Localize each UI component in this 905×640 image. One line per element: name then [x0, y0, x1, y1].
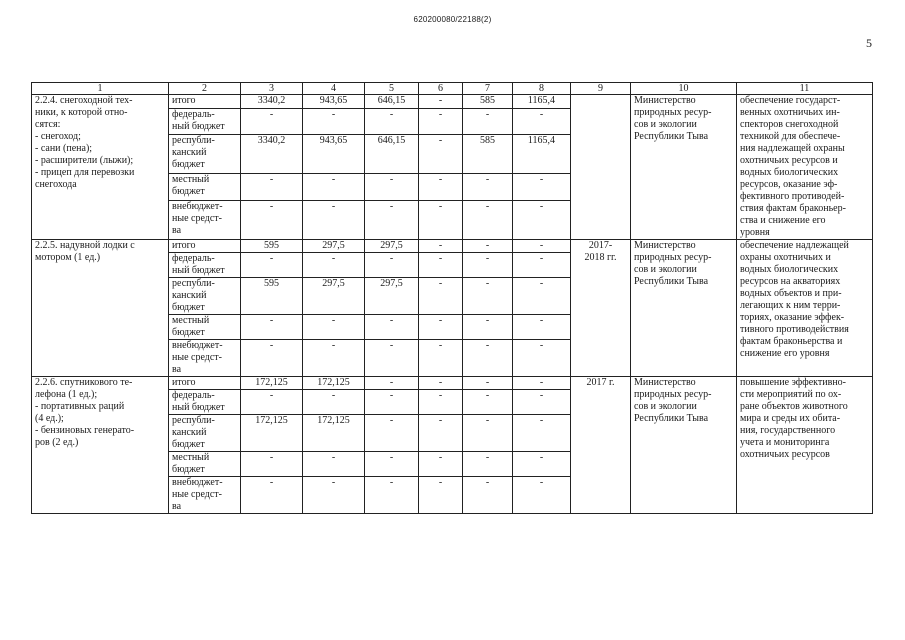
amount-cell: -: [303, 200, 365, 239]
amount-cell: -: [303, 174, 365, 200]
amount-cell: -: [463, 200, 513, 239]
funding-source-cell: местный бюджет: [169, 315, 241, 340]
executor-cell: Министерство природных ресур- сов и экологии Республики Тыва: [631, 95, 737, 240]
amount-cell: -: [513, 108, 571, 134]
amount-cell: -: [513, 253, 571, 278]
amount-cell: 1165,4: [513, 135, 571, 174]
amount-cell: -: [463, 174, 513, 200]
amount-cell: -: [463, 315, 513, 340]
amount-cell: -: [365, 377, 419, 390]
amount-cell: 1165,4: [513, 95, 571, 109]
amount-cell: 646,15: [365, 135, 419, 174]
amount-cell: -: [419, 340, 463, 377]
program-table: [31, 82, 873, 514]
amount-cell: 585: [463, 95, 513, 109]
amount-cell: -: [241, 390, 303, 415]
amount-cell: -: [419, 95, 463, 109]
amount-cell: -: [463, 108, 513, 134]
amount-cell: 172,125: [303, 377, 365, 390]
amount-cell: -: [513, 390, 571, 415]
amount-cell: -: [303, 390, 365, 415]
amount-cell: -: [463, 340, 513, 377]
amount-cell: 943,65: [303, 95, 365, 109]
amount-cell: -: [419, 315, 463, 340]
period-cell: [571, 95, 631, 240]
amount-cell: -: [241, 340, 303, 377]
amount-cell: 172,125: [241, 377, 303, 390]
funding-source-cell: итого: [169, 377, 241, 390]
amount-cell: -: [241, 253, 303, 278]
column-number: 9: [571, 83, 631, 95]
amount-cell: -: [241, 200, 303, 239]
amount-cell: 297,5: [303, 278, 365, 315]
funding-source-cell: республи- канский бюджет: [169, 278, 241, 315]
amount-cell: 172,125: [241, 415, 303, 452]
amount-cell: -: [303, 253, 365, 278]
column-number: 4: [303, 83, 365, 95]
amount-cell: -: [303, 340, 365, 377]
page-number: 5: [866, 36, 872, 50]
funding-source-cell: федераль- ный бюджет: [169, 253, 241, 278]
column-number-row: [32, 83, 873, 95]
funding-source-cell: федераль- ный бюджет: [169, 108, 241, 134]
amount-cell: -: [303, 452, 365, 477]
amount-cell: -: [513, 174, 571, 200]
period-cell: 2017- 2018 гг.: [571, 240, 631, 377]
amount-cell: -: [513, 452, 571, 477]
amount-cell: -: [419, 278, 463, 315]
amount-cell: -: [365, 200, 419, 239]
amount-cell: -: [513, 278, 571, 315]
funding-source-cell: местный бюджет: [169, 174, 241, 200]
funding-source-cell: федераль- ный бюджет: [169, 390, 241, 415]
funding-source-cell: итого: [169, 95, 241, 109]
amount-cell: 646,15: [365, 95, 419, 109]
amount-cell: -: [513, 240, 571, 253]
amount-cell: -: [463, 278, 513, 315]
amount-cell: -: [241, 315, 303, 340]
amount-cell: -: [463, 477, 513, 514]
amount-cell: -: [463, 253, 513, 278]
amount-cell: -: [463, 415, 513, 452]
amount-cell: -: [303, 315, 365, 340]
period-cell: 2017 г.: [571, 377, 631, 514]
column-number: 8: [513, 83, 571, 95]
amount-cell: -: [365, 253, 419, 278]
amount-cell: -: [463, 377, 513, 390]
amount-cell: 297,5: [303, 240, 365, 253]
amount-cell: -: [365, 390, 419, 415]
expected-result-cell: обеспечение государст- венных охотничьих ин- спекторов снегоходной техникой для обеспече- ния надлежащей охраны охотничьих ресурсов и водных биологических ресурсов, оказание эф- фективного противодей- ствия фактам браконьер- ства и снижение его уровня: [737, 95, 873, 240]
amount-cell: 172,125: [303, 415, 365, 452]
amount-cell: -: [419, 108, 463, 134]
funding-source-cell: республи- канский бюджет: [169, 135, 241, 174]
amount-cell: -: [419, 452, 463, 477]
funding-source-cell: итого: [169, 240, 241, 253]
amount-cell: -: [419, 174, 463, 200]
expected-result-cell: обеспечение надлежащей охраны охотничьих и водных биологических ресурсов на акваториях водных объектов и при- легающих к ним терри- ториях, оказание эффек- тивного противодействия фактам браконьерства и снижение его уровня: [737, 240, 873, 377]
amount-cell: -: [365, 174, 419, 200]
amount-cell: -: [365, 108, 419, 134]
amount-cell: -: [365, 340, 419, 377]
amount-cell: -: [419, 135, 463, 174]
measure-cell: 2.2.4. снегоходной тех- ники, к которой отно- сятся: - снегоход; - сани (пена); - расширители (лыжи); - прицеп для перевозки снегохода: [32, 95, 169, 240]
amount-cell: -: [365, 477, 419, 514]
expected-result-cell: повышение эффективно- сти мероприятий по ох- ране объектов животного мира и среды их обита- ния, государственного учета и мониторинга охотничьих ресурсов: [737, 377, 873, 514]
amount-cell: 3340,2: [241, 95, 303, 109]
table-row: [32, 377, 873, 390]
measure-cell: 2.2.5. надувной лодки с мотором (1 ед.): [32, 240, 169, 377]
document-id: 620200080/22188(2): [413, 15, 492, 24]
amount-cell: -: [513, 377, 571, 390]
executor-cell: Министерство природных ресур- сов и экологии Республики Тыва: [631, 240, 737, 377]
amount-cell: -: [419, 415, 463, 452]
amount-cell: -: [463, 452, 513, 477]
column-number: 1: [32, 83, 169, 95]
column-number: 6: [419, 83, 463, 95]
amount-cell: -: [241, 174, 303, 200]
amount-cell: 585: [463, 135, 513, 174]
amount-cell: -: [513, 315, 571, 340]
amount-cell: -: [513, 415, 571, 452]
column-number: 3: [241, 83, 303, 95]
amount-cell: -: [303, 477, 365, 514]
funding-source-cell: республи- канский бюджет: [169, 415, 241, 452]
column-number: 2: [169, 83, 241, 95]
amount-cell: -: [513, 477, 571, 514]
amount-cell: 595: [241, 240, 303, 253]
funding-source-cell: местный бюджет: [169, 452, 241, 477]
amount-cell: 3340,2: [241, 135, 303, 174]
amount-cell: -: [513, 200, 571, 239]
amount-cell: 595: [241, 278, 303, 315]
column-number: 7: [463, 83, 513, 95]
measure-cell: 2.2.6. спутникового те- лефона (1 ед.); - портативных раций (4 ед.); - бензиновых генерато- ров (2 ед.): [32, 377, 169, 514]
funding-source-cell: внебюджет- ные средст- ва: [169, 200, 241, 239]
column-number: 5: [365, 83, 419, 95]
table-row: [32, 240, 873, 253]
amount-cell: 943,65: [303, 135, 365, 174]
amount-cell: 297,5: [365, 278, 419, 315]
table-row: [32, 95, 873, 109]
amount-cell: -: [365, 452, 419, 477]
amount-cell: -: [241, 452, 303, 477]
funding-source-cell: внебюджет- ные средст- ва: [169, 340, 241, 377]
table-body: [32, 95, 873, 514]
amount-cell: -: [419, 377, 463, 390]
amount-cell: -: [241, 108, 303, 134]
amount-cell: -: [463, 240, 513, 253]
amount-cell: -: [419, 390, 463, 415]
amount-cell: 297,5: [365, 240, 419, 253]
amount-cell: -: [419, 253, 463, 278]
amount-cell: -: [513, 340, 571, 377]
amount-cell: -: [241, 477, 303, 514]
amount-cell: -: [419, 477, 463, 514]
amount-cell: -: [303, 108, 365, 134]
amount-cell: -: [463, 390, 513, 415]
column-number: 10: [631, 83, 737, 95]
amount-cell: -: [419, 240, 463, 253]
amount-cell: -: [419, 200, 463, 239]
executor-cell: Министерство природных ресур- сов и экологии Республики Тыва: [631, 377, 737, 514]
amount-cell: -: [365, 315, 419, 340]
amount-cell: -: [365, 415, 419, 452]
column-number: 11: [737, 83, 873, 95]
funding-source-cell: внебюджет- ные средст- ва: [169, 477, 241, 514]
